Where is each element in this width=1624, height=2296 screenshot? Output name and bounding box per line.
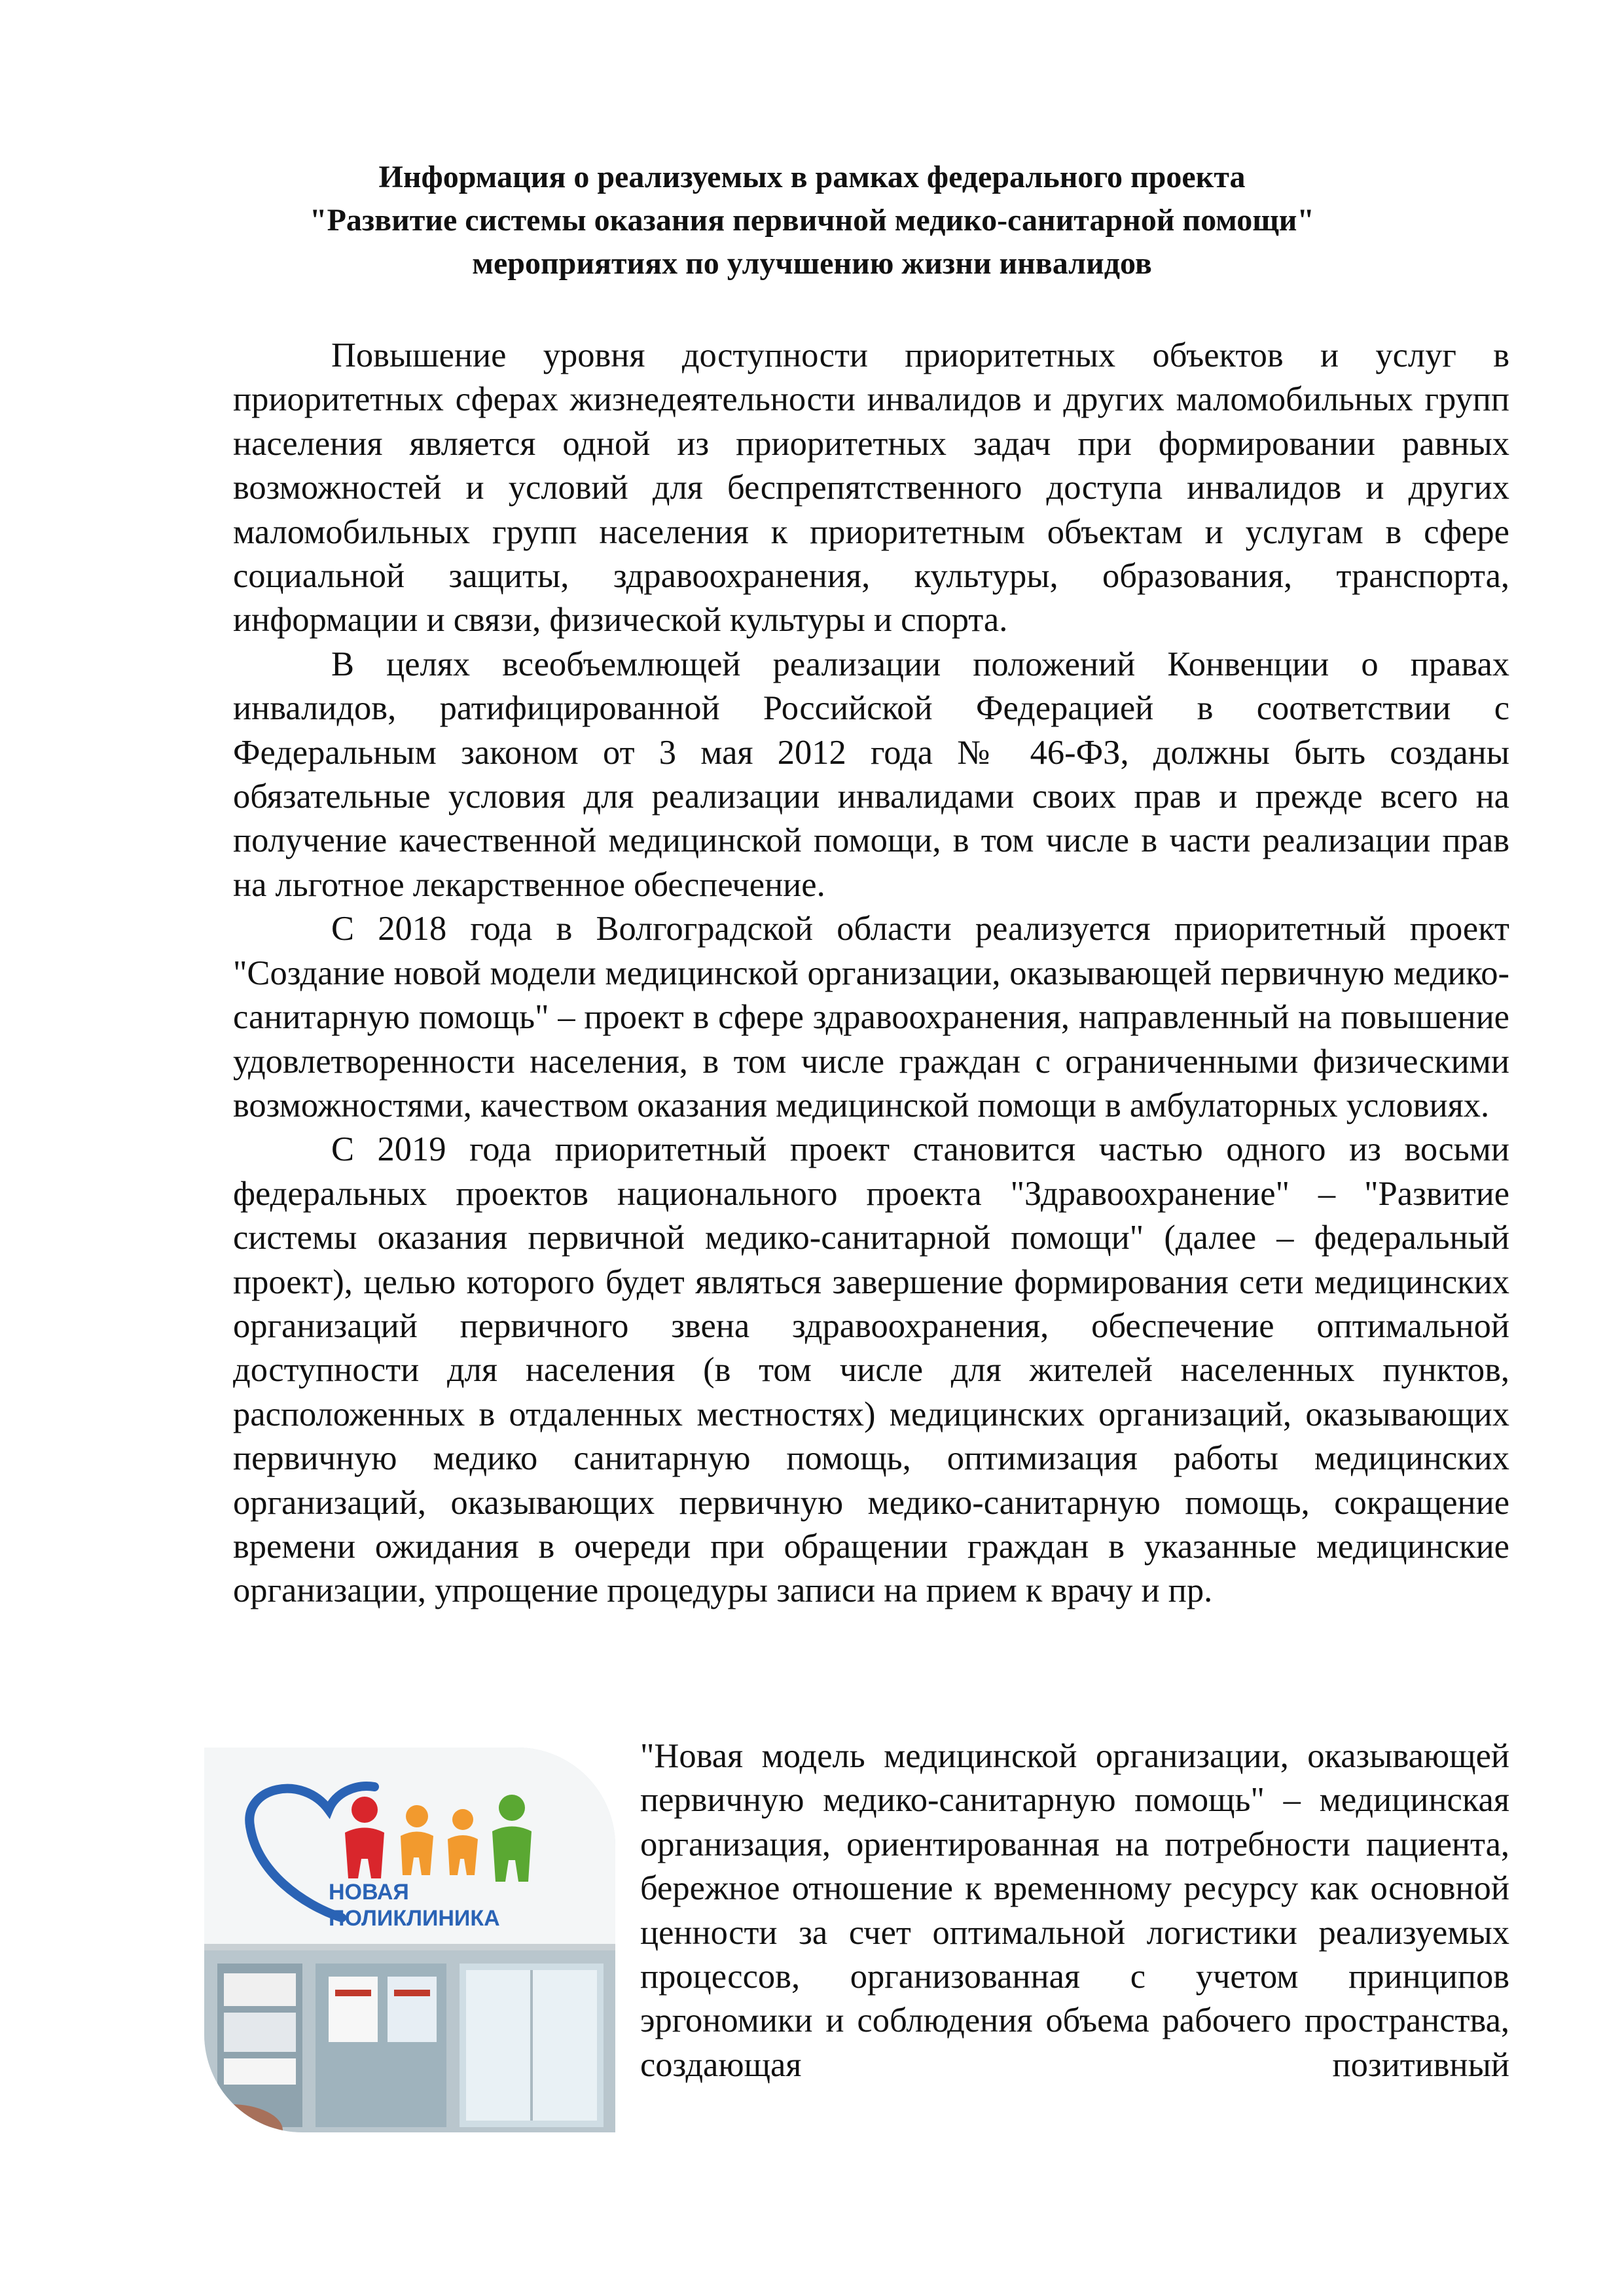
title-line-3: мероприятиях по улучшению жизни инвалидов bbox=[472, 246, 1152, 281]
title-line-1: Информация о реализуемых в рамках федерального проекта bbox=[378, 160, 1246, 194]
paragraph-new-model: "Новая модель медицинской организации, оказывающей первичную медико-санитарную помощь" – медицинская организация, ориентированная на потребности пациента, бережное отношение к временному ресурсу как основной ценности за счет оптимальной логистики реализуемых процессов, организованная с учетом принципов эргономики и соблюдения объема рабочего пространства, создающая позитивный bbox=[640, 1737, 1509, 2084]
paragraph-accessibility: Повышение уровня доступности приоритетных объектов и услуг в приоритетных сферах жизнедеятельности инвалидов и других маломобильных групп населения является одной из приоритетных задач при формировании равных возможностей и условий для беспрепятственного доступа инвалидов и других маломобильных групп населения к приоритетным объектам и услугам в сфере социальной защиты, здравоохранения, культуры, образования, транспорта, информации и связи, физической культуры и спорта. bbox=[233, 336, 1509, 639]
paragraph-2019-federal-project: С 2019 года приоритетный проект становится частью одного из восьми федеральных проектов национального проекта "Здравоохранение" – "Развитие системы оказания первичной медико-санитарной помощи" (далее – федеральный проект), целью которого будет являться завершение формирования сети медицинских организаций первичного звена здравоохранения, обеспечение оптимальной доступности для населения (в том числе для жителей населенных пунктов, расположенных в отдаленных местностях) медицинских организаций, оказывающих первичную медико санитарную помощь, оптимизация работы медицинских организаций, оказывающих первичную медико-санитарную помощь, сокращение времени ожидания в очереди при обращении граждан в указанные медицинские организации, упрощение процедуры записи на прием к врачу и пр. bbox=[233, 1130, 1509, 1610]
paragraph-convention: В целях всеобъемлющей реализации положений Конвенции о правах инвалидов, ратифицированной Российской Федерацией в соответствии с Федеральным законом от 3 мая 2012 года № 46-ФЗ, должны быть созданы обязательные условия для реализации инвалидами своих прав и прежде всего на получение качественной медицинской помощи, в том числе в части реализации прав на льготное лекарственное обеспечение. bbox=[233, 645, 1509, 904]
title-line-2: "Развитие системы оказания первичной медико-санитарной помощи" bbox=[309, 203, 1315, 238]
document-body bbox=[233, 334, 1509, 1613]
sign-text-clinic: ПОЛИКЛИНИКА bbox=[329, 1906, 500, 1931]
document-title bbox=[196, 156, 1428, 285]
clinic-sign-photo bbox=[204, 1748, 615, 2132]
new-model-description bbox=[640, 1734, 1509, 2087]
paragraph-2018-project: С 2018 года в Волгоградской области реализуется приоритетный проект "Создание новой модели медицинской организации, оказывающей первичную медико-санитарную помощь" – проект в сфере здравоохранения, направленный на повышение удовлетворенности населения, в том числе граждан с ограниченными физическими возможностями, качеством оказания медицинской помощи в амбулаторных условиях. bbox=[233, 910, 1509, 1124]
sign-text-new: НОВАЯ bbox=[329, 1880, 409, 1905]
